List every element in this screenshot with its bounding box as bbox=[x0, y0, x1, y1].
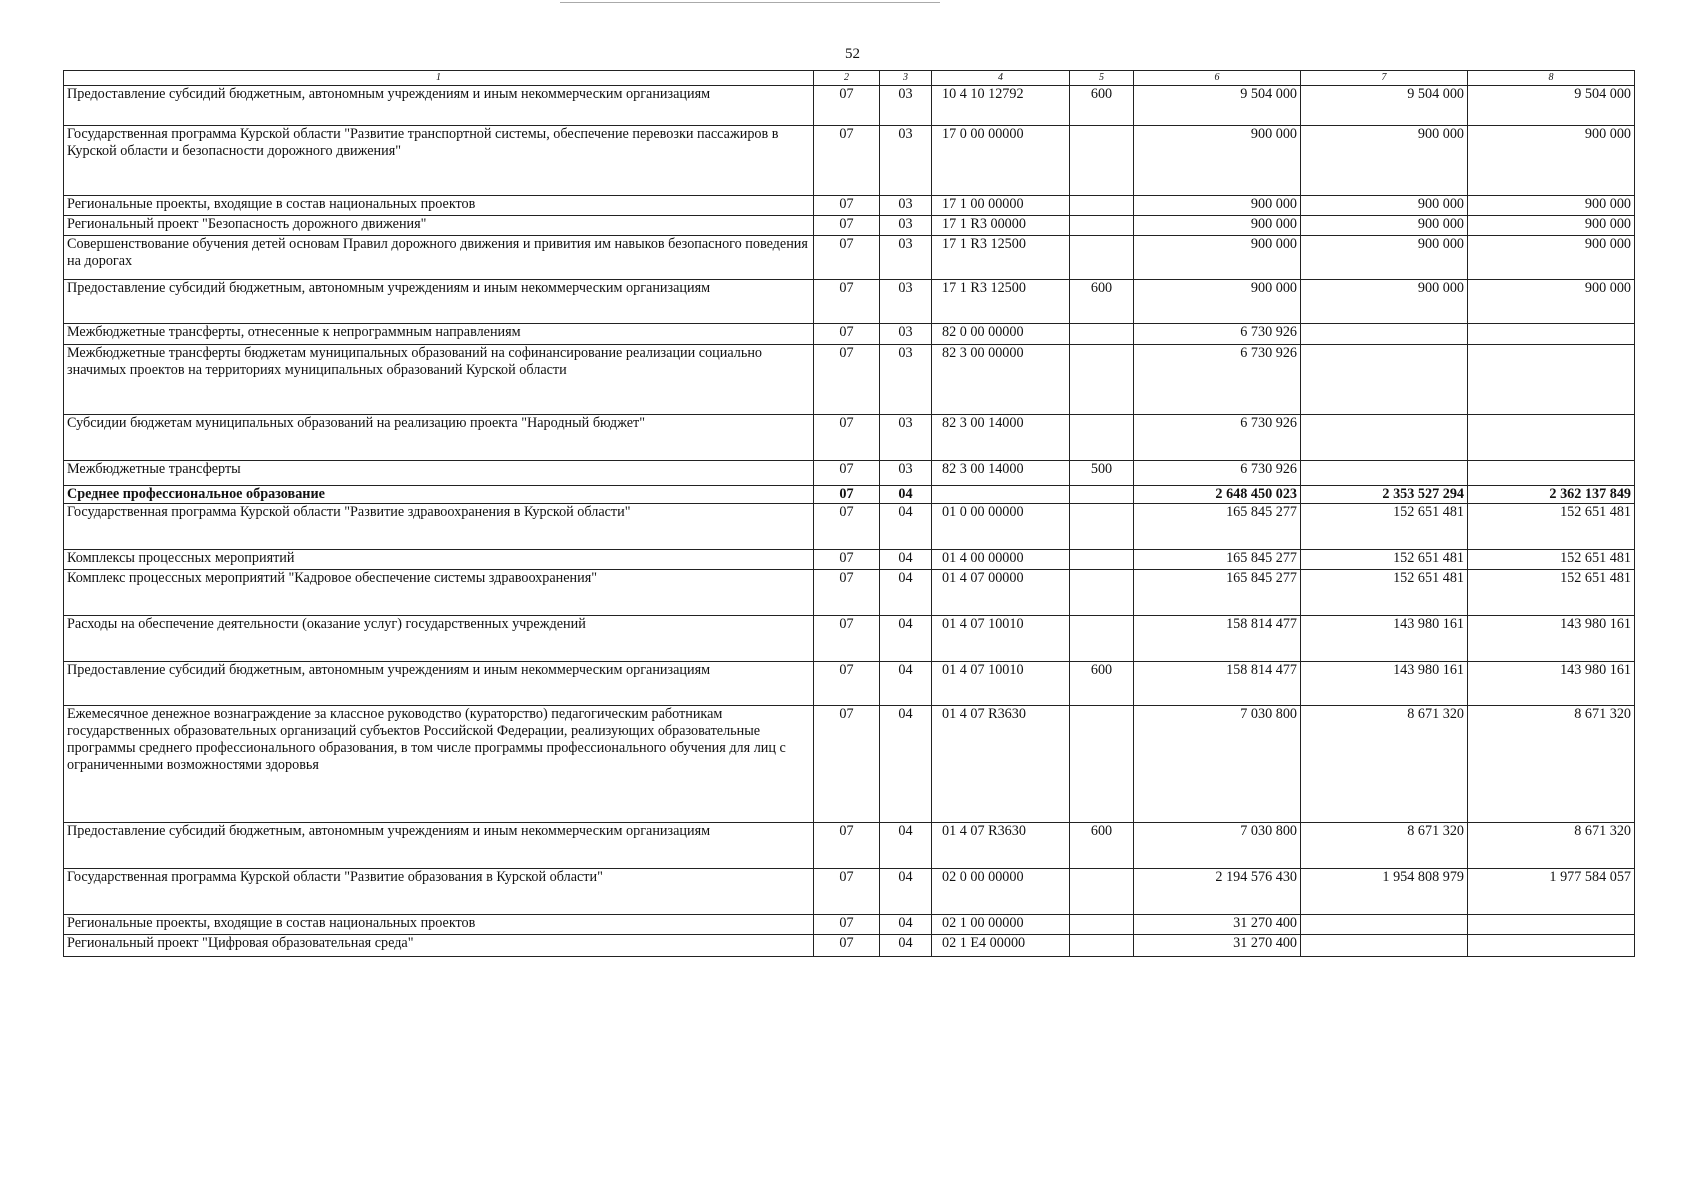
column-number: 8 bbox=[1468, 71, 1635, 86]
column-number: 7 bbox=[1301, 71, 1468, 86]
amount-year1-cell: 6 730 926 bbox=[1134, 461, 1301, 486]
expense-type-cell bbox=[1070, 550, 1134, 570]
amount-year1-cell: 165 845 277 bbox=[1134, 504, 1301, 550]
subsection-code-cell: 03 bbox=[880, 324, 932, 345]
expense-type-cell bbox=[1070, 126, 1134, 196]
subsection-code-cell: 04 bbox=[880, 570, 932, 616]
amount-year3-cell: 143 980 161 bbox=[1468, 662, 1635, 706]
expense-type-cell: 600 bbox=[1070, 662, 1134, 706]
amount-year1-cell: 165 845 277 bbox=[1134, 550, 1301, 570]
amount-year1-cell: 900 000 bbox=[1134, 236, 1301, 280]
table-row bbox=[64, 280, 1635, 324]
amount-year1-cell: 900 000 bbox=[1134, 216, 1301, 236]
table-row bbox=[64, 86, 1635, 126]
amount-year1-cell: 6 730 926 bbox=[1134, 345, 1301, 415]
table-row bbox=[64, 345, 1635, 415]
column-number: 4 bbox=[932, 71, 1070, 86]
table-row bbox=[64, 236, 1635, 280]
subsection-code-cell: 04 bbox=[880, 823, 932, 869]
amount-year2-cell bbox=[1301, 415, 1468, 461]
expense-type-cell bbox=[1070, 706, 1134, 823]
section-code-cell: 07 bbox=[814, 86, 880, 126]
row-name-cell: Региональный проект "Цифровая образовательная среда" bbox=[64, 935, 814, 957]
section-code-cell: 07 bbox=[814, 616, 880, 662]
target-article-cell: 01 0 00 00000 bbox=[932, 504, 1070, 550]
table-row bbox=[64, 706, 1635, 823]
amount-year2-cell: 900 000 bbox=[1301, 280, 1468, 324]
amount-year3-cell: 900 000 bbox=[1468, 280, 1635, 324]
table-row bbox=[64, 126, 1635, 196]
subsection-code-cell: 04 bbox=[880, 869, 932, 915]
expense-type-cell bbox=[1070, 869, 1134, 915]
amount-year2-cell: 152 651 481 bbox=[1301, 550, 1468, 570]
amount-year2-cell: 900 000 bbox=[1301, 236, 1468, 280]
section-code-cell: 07 bbox=[814, 415, 880, 461]
amount-year3-cell: 8 671 320 bbox=[1468, 706, 1635, 823]
section-code-cell: 07 bbox=[814, 126, 880, 196]
amount-year1-cell: 31 270 400 bbox=[1134, 935, 1301, 957]
row-name-cell: Предоставление субсидий бюджетным, автономным учреждениям и иным некоммерческим организациям bbox=[64, 280, 814, 324]
amount-year1-cell: 7 030 800 bbox=[1134, 706, 1301, 823]
amount-year3-cell: 8 671 320 bbox=[1468, 823, 1635, 869]
row-name-cell: Ежемесячное денежное вознаграждение за классное руководство (кураторство) педагогическим работникам государственных образовательных организаций субъектов Российской Федерации, реализующих образовательные программы среднего профессионального образования, в том числе программы профессионального обучения для лиц с ограниченными возможностями здоровья bbox=[64, 706, 814, 823]
table-row bbox=[64, 324, 1635, 345]
row-name-cell: Региональные проекты, входящие в состав национальных проектов bbox=[64, 196, 814, 216]
subsection-code-cell: 04 bbox=[880, 915, 932, 935]
target-article-cell: 82 0 00 00000 bbox=[932, 324, 1070, 345]
amount-year2-cell bbox=[1301, 935, 1468, 957]
amount-year3-cell bbox=[1468, 461, 1635, 486]
amount-year3-cell: 152 651 481 bbox=[1468, 570, 1635, 616]
subsection-code-cell: 04 bbox=[880, 706, 932, 823]
expense-type-cell bbox=[1070, 915, 1134, 935]
expense-type-cell bbox=[1070, 570, 1134, 616]
expense-type-cell: 500 bbox=[1070, 461, 1134, 486]
target-article-cell: 02 1 E4 00000 bbox=[932, 935, 1070, 957]
expense-type-cell bbox=[1070, 216, 1134, 236]
expense-type-cell bbox=[1070, 345, 1134, 415]
target-article-cell: 01 4 00 00000 bbox=[932, 550, 1070, 570]
table-row bbox=[64, 196, 1635, 216]
amount-year1-cell: 900 000 bbox=[1134, 280, 1301, 324]
amount-year1-cell: 2 194 576 430 bbox=[1134, 869, 1301, 915]
amount-year1-cell: 7 030 800 bbox=[1134, 823, 1301, 869]
amount-year3-cell: 2 362 137 849 bbox=[1468, 486, 1635, 504]
expense-type-cell: 600 bbox=[1070, 280, 1134, 324]
amount-year2-cell bbox=[1301, 461, 1468, 486]
scan-edge-line bbox=[560, 2, 940, 3]
row-name-cell: Предоставление субсидий бюджетным, автономным учреждениям и иным некоммерческим организациям bbox=[64, 662, 814, 706]
section-code-cell: 07 bbox=[814, 236, 880, 280]
section-code-cell: 07 bbox=[814, 216, 880, 236]
page-number: 52 bbox=[845, 46, 860, 62]
target-article-cell: 01 4 07 10010 bbox=[932, 662, 1070, 706]
amount-year3-cell bbox=[1468, 935, 1635, 957]
amount-year2-cell: 152 651 481 bbox=[1301, 504, 1468, 550]
target-article-cell: 17 1 R3 12500 bbox=[932, 280, 1070, 324]
section-code-cell: 07 bbox=[814, 823, 880, 869]
subsection-code-cell: 04 bbox=[880, 616, 932, 662]
amount-year3-cell: 900 000 bbox=[1468, 126, 1635, 196]
row-name-cell: Субсидии бюджетам муниципальных образований на реализацию проекта "Народный бюджет" bbox=[64, 415, 814, 461]
subsection-code-cell: 03 bbox=[880, 196, 932, 216]
row-name-cell: Комплексы процессных мероприятий bbox=[64, 550, 814, 570]
column-number: 3 bbox=[880, 71, 932, 86]
row-name-cell: Государственная программа Курской области "Развитие образования в Курской области" bbox=[64, 869, 814, 915]
amount-year1-cell: 9 504 000 bbox=[1134, 86, 1301, 126]
section-code-cell: 07 bbox=[814, 486, 880, 504]
amount-year3-cell bbox=[1468, 915, 1635, 935]
subsection-code-cell: 03 bbox=[880, 236, 932, 280]
amount-year1-cell: 900 000 bbox=[1134, 196, 1301, 216]
target-article-cell: 01 4 07 R3630 bbox=[932, 706, 1070, 823]
section-code-cell: 07 bbox=[814, 935, 880, 957]
subsection-code-cell: 03 bbox=[880, 216, 932, 236]
target-article-cell: 02 0 00 00000 bbox=[932, 869, 1070, 915]
row-name-cell: Предоставление субсидий бюджетным, автономным учреждениям и иным некоммерческим организациям bbox=[64, 823, 814, 869]
amount-year2-cell: 143 980 161 bbox=[1301, 662, 1468, 706]
target-article-cell: 02 1 00 00000 bbox=[932, 915, 1070, 935]
column-number: 2 bbox=[814, 71, 880, 86]
amount-year2-cell: 143 980 161 bbox=[1301, 616, 1468, 662]
section-code-cell: 07 bbox=[814, 345, 880, 415]
amount-year2-cell: 9 504 000 bbox=[1301, 86, 1468, 126]
row-name-cell: Государственная программа Курской области "Развитие здравоохранения в Курской области" bbox=[64, 504, 814, 550]
subsection-code-cell: 04 bbox=[880, 504, 932, 550]
target-article-cell: 17 1 R3 00000 bbox=[932, 216, 1070, 236]
section-code-cell: 07 bbox=[814, 504, 880, 550]
expense-type-cell bbox=[1070, 616, 1134, 662]
amount-year1-cell: 31 270 400 bbox=[1134, 915, 1301, 935]
table-row bbox=[64, 504, 1635, 550]
target-article-cell: 10 4 10 12792 bbox=[932, 86, 1070, 126]
amount-year3-cell bbox=[1468, 345, 1635, 415]
target-article-cell: 82 3 00 00000 bbox=[932, 345, 1070, 415]
column-number: 5 bbox=[1070, 71, 1134, 86]
expense-type-cell bbox=[1070, 415, 1134, 461]
column-number: 1 bbox=[64, 71, 814, 86]
target-article-cell bbox=[932, 486, 1070, 504]
row-name-cell: Расходы на обеспечение деятельности (оказание услуг) государственных учреждений bbox=[64, 616, 814, 662]
amount-year2-cell: 2 353 527 294 bbox=[1301, 486, 1468, 504]
target-article-cell: 01 4 07 00000 bbox=[932, 570, 1070, 616]
amount-year3-cell: 152 651 481 bbox=[1468, 504, 1635, 550]
amount-year1-cell: 158 814 477 bbox=[1134, 616, 1301, 662]
row-name-cell: Региональные проекты, входящие в состав национальных проектов bbox=[64, 915, 814, 935]
table-body bbox=[64, 86, 1635, 957]
subsection-code-cell: 04 bbox=[880, 486, 932, 504]
row-name-cell: Совершенствование обучения детей основам Правил дорожного движения и привития им навыков безопасного поведения на дорогах bbox=[64, 236, 814, 280]
row-name-cell: Комплекс процессных мероприятий "Кадровое обеспечение системы здравоохранения" bbox=[64, 570, 814, 616]
table-row bbox=[64, 415, 1635, 461]
amount-year3-cell: 900 000 bbox=[1468, 216, 1635, 236]
amount-year2-cell: 152 651 481 bbox=[1301, 570, 1468, 616]
section-code-cell: 07 bbox=[814, 550, 880, 570]
target-article-cell: 01 4 07 10010 bbox=[932, 616, 1070, 662]
amount-year3-cell bbox=[1468, 324, 1635, 345]
target-article-cell: 17 1 00 00000 bbox=[932, 196, 1070, 216]
table-row bbox=[64, 869, 1635, 915]
expense-type-cell: 600 bbox=[1070, 823, 1134, 869]
row-name-cell: Предоставление субсидий бюджетным, автономным учреждениям и иным некоммерческим организациям bbox=[64, 86, 814, 126]
section-code-cell: 07 bbox=[814, 280, 880, 324]
budget-table bbox=[63, 70, 1635, 957]
amount-year2-cell: 900 000 bbox=[1301, 216, 1468, 236]
amount-year2-cell: 900 000 bbox=[1301, 196, 1468, 216]
subsection-code-cell: 03 bbox=[880, 126, 932, 196]
subsection-code-cell: 04 bbox=[880, 550, 932, 570]
table-row bbox=[64, 935, 1635, 957]
expense-type-cell bbox=[1070, 486, 1134, 504]
row-name-cell: Региональный проект "Безопасность дорожного движения" bbox=[64, 216, 814, 236]
subsection-code-cell: 03 bbox=[880, 461, 932, 486]
row-name-cell: Межбюджетные трансферты, отнесенные к непрограммным направлениям bbox=[64, 324, 814, 345]
subsection-code-cell: 03 bbox=[880, 280, 932, 324]
section-code-cell: 07 bbox=[814, 461, 880, 486]
amount-year1-cell: 900 000 bbox=[1134, 126, 1301, 196]
column-number-row bbox=[64, 71, 1635, 86]
expense-type-cell: 600 bbox=[1070, 86, 1134, 126]
target-article-cell: 82 3 00 14000 bbox=[932, 415, 1070, 461]
amount-year1-cell: 6 730 926 bbox=[1134, 324, 1301, 345]
table-row bbox=[64, 915, 1635, 935]
column-number: 6 bbox=[1134, 71, 1301, 86]
table-row bbox=[64, 823, 1635, 869]
table-row bbox=[64, 616, 1635, 662]
amount-year1-cell: 2 648 450 023 bbox=[1134, 486, 1301, 504]
row-name-cell: Среднее профессиональное образование bbox=[64, 486, 814, 504]
amount-year1-cell: 6 730 926 bbox=[1134, 415, 1301, 461]
section-code-cell: 07 bbox=[814, 915, 880, 935]
amount-year3-cell bbox=[1468, 415, 1635, 461]
subsection-code-cell: 04 bbox=[880, 662, 932, 706]
row-name-cell: Межбюджетные трансферты bbox=[64, 461, 814, 486]
amount-year3-cell: 1 977 584 057 bbox=[1468, 869, 1635, 915]
table-row bbox=[64, 550, 1635, 570]
table-row bbox=[64, 570, 1635, 616]
expense-type-cell bbox=[1070, 236, 1134, 280]
target-article-cell: 17 1 R3 12500 bbox=[932, 236, 1070, 280]
table-row bbox=[64, 486, 1635, 504]
subsection-code-cell: 04 bbox=[880, 935, 932, 957]
amount-year2-cell bbox=[1301, 915, 1468, 935]
table-row bbox=[64, 216, 1635, 236]
amount-year2-cell: 1 954 808 979 bbox=[1301, 869, 1468, 915]
subsection-code-cell: 03 bbox=[880, 345, 932, 415]
target-article-cell: 17 0 00 00000 bbox=[932, 126, 1070, 196]
amount-year3-cell: 900 000 bbox=[1468, 236, 1635, 280]
section-code-cell: 07 bbox=[814, 196, 880, 216]
target-article-cell: 01 4 07 R3630 bbox=[932, 823, 1070, 869]
table-row bbox=[64, 461, 1635, 486]
amount-year2-cell: 8 671 320 bbox=[1301, 706, 1468, 823]
amount-year3-cell: 900 000 bbox=[1468, 196, 1635, 216]
amount-year2-cell bbox=[1301, 345, 1468, 415]
expense-type-cell bbox=[1070, 935, 1134, 957]
expense-type-cell bbox=[1070, 324, 1134, 345]
expense-type-cell bbox=[1070, 196, 1134, 216]
row-name-cell: Межбюджетные трансферты бюджетам муниципальных образований на софинансирование реализации социально значимых проектов на территориях муниципальных образований Курской области bbox=[64, 345, 814, 415]
section-code-cell: 07 bbox=[814, 324, 880, 345]
amount-year3-cell: 143 980 161 bbox=[1468, 616, 1635, 662]
amount-year1-cell: 165 845 277 bbox=[1134, 570, 1301, 616]
section-code-cell: 07 bbox=[814, 570, 880, 616]
expense-type-cell bbox=[1070, 504, 1134, 550]
subsection-code-cell: 03 bbox=[880, 415, 932, 461]
amount-year2-cell: 900 000 bbox=[1301, 126, 1468, 196]
subsection-code-cell: 03 bbox=[880, 86, 932, 126]
amount-year3-cell: 152 651 481 bbox=[1468, 550, 1635, 570]
section-code-cell: 07 bbox=[814, 662, 880, 706]
section-code-cell: 07 bbox=[814, 706, 880, 823]
target-article-cell: 82 3 00 14000 bbox=[932, 461, 1070, 486]
section-code-cell: 07 bbox=[814, 869, 880, 915]
amount-year2-cell bbox=[1301, 324, 1468, 345]
amount-year1-cell: 158 814 477 bbox=[1134, 662, 1301, 706]
row-name-cell: Государственная программа Курской области "Развитие транспортной системы, обеспечение перевозки пассажиров в Курской области и безопасности дорожного движения" bbox=[64, 126, 814, 196]
amount-year2-cell: 8 671 320 bbox=[1301, 823, 1468, 869]
table-row bbox=[64, 662, 1635, 706]
amount-year3-cell: 9 504 000 bbox=[1468, 86, 1635, 126]
